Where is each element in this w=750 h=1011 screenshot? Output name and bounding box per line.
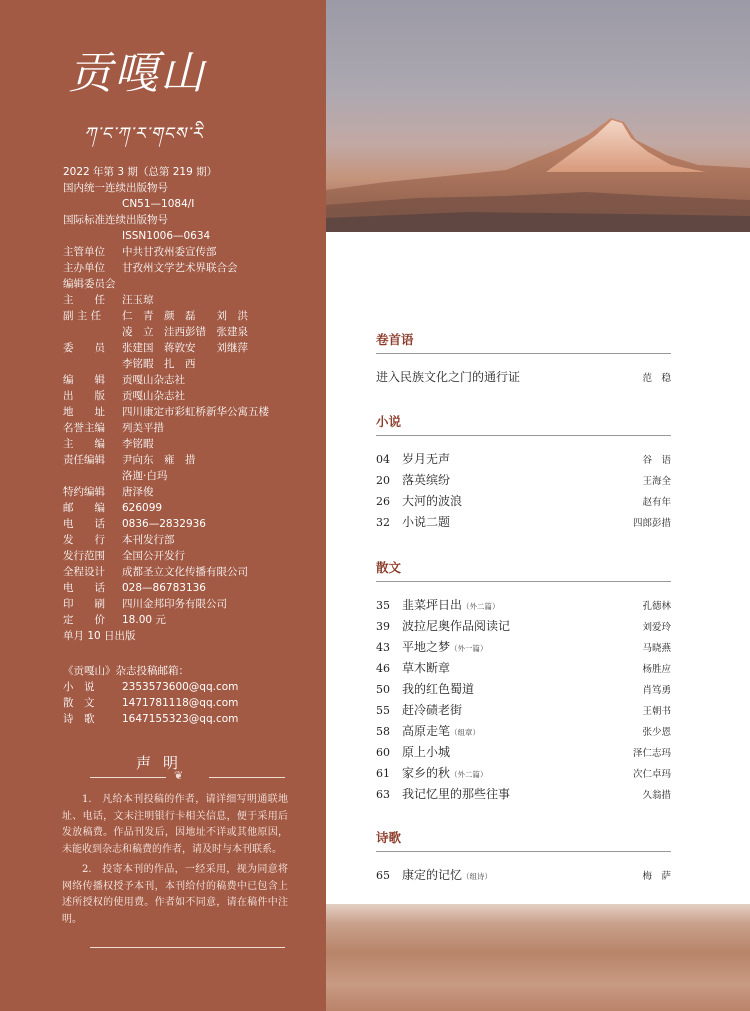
mountain-photo	[326, 0, 750, 232]
toc-entry-title: 赶冷碛老街	[402, 703, 463, 717]
toc-entry-page: 46	[376, 662, 390, 675]
imprint-row	[63, 308, 313, 324]
imprint-label: 发 行	[63, 534, 105, 546]
imprint-value: 贡嘎山杂志社	[122, 390, 185, 402]
imprint-row	[63, 436, 313, 452]
toc-entry-author: 范 稳	[642, 373, 671, 384]
toc-entry[interactable]	[376, 450, 671, 471]
imprint-row	[63, 404, 313, 420]
toc-entry-title: 康定的记忆	[402, 868, 463, 882]
imprint-row	[63, 580, 313, 596]
imprint-value: 唐泽俊	[122, 486, 154, 498]
toc-entry-title: 落英缤纷	[402, 473, 451, 487]
grassland-photo	[326, 904, 750, 1011]
imprint-value: 全国公开发行	[122, 550, 185, 562]
imprint-row	[63, 292, 313, 308]
imprint-row	[63, 564, 313, 580]
imprint-value: 四川康定市彩虹桥新华公寓五楼	[122, 406, 269, 418]
imprint-line: ISSN1006—0634	[122, 230, 211, 242]
imprint-label: 特约编辑	[63, 486, 105, 498]
imprint-line: 编辑委员会	[63, 278, 116, 290]
imprint-row	[63, 388, 313, 404]
declaration-paragraph: 1. 凡给本刊投稿的作者，请详细写明通联地址、电话，文末注明银行卡相关信息，便于采用后发放稿费。作品刊发后，因地址不详或其他原因，未能收到杂志和稿费的作者，请及时与本刊联系。	[62, 794, 288, 855]
imprint-row	[63, 484, 313, 500]
imprint-value: 中共甘孜州委宣传部	[122, 246, 217, 258]
toc-entry-author: 刘爱玲	[642, 622, 671, 633]
imprint-label: 主管单位	[63, 246, 105, 258]
toc-entry-title-wrap	[376, 368, 642, 385]
toc-entry[interactable]	[376, 866, 671, 887]
ornament-divider-bottom	[90, 942, 285, 954]
toc-entry-title: 草木断章	[402, 661, 451, 675]
toc-entry[interactable]	[376, 492, 671, 513]
toc-section-heading: 散文	[376, 560, 402, 575]
toc-section-heading: 卷首语	[376, 332, 414, 347]
toc-entry[interactable]	[376, 680, 671, 701]
imprint-row	[63, 500, 313, 516]
toc-entry-title: 岁月无声	[402, 452, 451, 466]
toc-entry-author: 梅 萨	[642, 871, 671, 882]
imprint-row	[63, 260, 313, 276]
toc-section-heading: 小说	[376, 414, 402, 429]
logo-title: 贡嘎山	[68, 48, 206, 99]
toc-entry[interactable]	[376, 743, 671, 764]
toc-entry-title-wrap	[402, 617, 642, 634]
toc-entry-title: 原上小城	[402, 745, 451, 759]
email-label: 散 文	[63, 697, 95, 709]
imprint-label: 名誉主编	[63, 422, 105, 434]
imprint-row	[63, 612, 313, 628]
imprint-label: 地 址	[63, 406, 105, 418]
mountain-illustration	[326, 0, 750, 232]
toc-entry-title-wrap	[402, 513, 633, 530]
toc-entry[interactable]	[376, 764, 671, 785]
imprint-value: 张建国 蒋敦安 刘继萍	[122, 342, 248, 354]
toc-entry-page: 26	[376, 495, 390, 508]
toc-entry-note: （外二篇）	[462, 602, 500, 611]
toc-entry[interactable]	[376, 368, 671, 389]
imprint-row	[63, 420, 313, 436]
ornament-icon: ❦	[174, 769, 184, 782]
toc-entry[interactable]	[376, 659, 671, 680]
toc-entry-title-wrap	[402, 701, 642, 718]
imprint-value: 本刊发行部	[122, 534, 175, 546]
toc-entry-title: 波拉尼奥作品阅读记	[402, 619, 511, 633]
submission-heading: 《贡嘎山》杂志投稿邮箱：	[63, 665, 189, 677]
toc-entry-title-wrap	[402, 866, 642, 883]
toc-entry-title: 高原走笔	[402, 724, 451, 738]
imprint-row	[63, 596, 313, 612]
imprint-label: 印 刷	[63, 598, 105, 610]
toc-entry-page: 60	[376, 746, 390, 759]
toc-entry-title-wrap	[402, 722, 642, 739]
imprint-row	[63, 532, 313, 548]
email-row-fiction	[63, 679, 313, 695]
toc-entry-author: 马晓燕	[642, 643, 671, 654]
toc-entry[interactable]	[376, 596, 671, 617]
toc-entry-title-wrap	[402, 785, 642, 802]
toc-entry-title-wrap	[402, 680, 642, 697]
toc-entry-author: 王海全	[642, 476, 671, 487]
declaration-title: 声明	[135, 754, 190, 772]
toc-entry-author: 张少恩	[642, 727, 671, 738]
toc-section-rule	[376, 851, 671, 852]
toc-entry-title: 家乡的秋	[402, 766, 451, 780]
imprint-label: 主办单位	[63, 262, 105, 274]
imprint-info	[63, 164, 313, 644]
toc-entry-title: 小说二题	[402, 515, 451, 529]
toc-section	[376, 828, 671, 887]
toc-entry[interactable]	[376, 701, 671, 722]
toc-entry-note: （外一篇）	[450, 644, 488, 653]
toc-section-heading: 诗歌	[376, 830, 402, 845]
toc-entry[interactable]	[376, 722, 671, 743]
toc-entry[interactable]	[376, 617, 671, 638]
toc-entry[interactable]	[376, 513, 671, 534]
declaration-body	[62, 792, 288, 932]
imprint-label: 出 版	[63, 390, 105, 402]
imprint-label: 全程设计	[63, 566, 105, 578]
toc-entry-author: 久翁措	[642, 790, 671, 801]
imprint-line: 国际标准连续出版物号	[63, 214, 168, 226]
toc-entry-note: （组诗）	[462, 872, 493, 881]
toc-entry-title-wrap	[402, 450, 642, 467]
toc-entry-page: 61	[376, 767, 390, 780]
imprint-line: 洛迦·白玛	[122, 470, 168, 482]
toc-entry-title-wrap	[402, 492, 642, 509]
imprint-row	[63, 452, 313, 468]
toc-entry-title-wrap	[402, 596, 642, 613]
toc-entry-title-wrap	[402, 638, 642, 655]
imprint-label: 电 话	[63, 582, 105, 594]
declaration-paragraph: 2. 投寄本刊的作品，一经采用，视为同意将网络传播权授予本刊，本刊给付的稿费中已包含上述所授权的使用费。作者如不同意，请在稿件中注明。	[62, 864, 288, 925]
imprint-line: CN51—1084/I	[122, 198, 195, 210]
toc-entry-title-wrap	[402, 471, 642, 488]
toc-entry-note: （组章）	[450, 728, 481, 737]
toc-section-rule	[376, 581, 671, 582]
imprint-label: 委 员	[63, 342, 105, 354]
imprint-row	[63, 372, 313, 388]
toc-section-rule	[376, 435, 671, 436]
imprint-row	[63, 340, 313, 356]
toc-entry-page: 20	[376, 474, 390, 487]
imprint-value: 列美平措	[122, 422, 164, 434]
imprint-label: 责任编辑	[63, 454, 105, 466]
imprint-row	[63, 244, 313, 260]
toc-entry-page: 55	[376, 704, 390, 717]
imprint-value: 18.00 元	[122, 614, 166, 626]
toc-entry-page: 58	[376, 725, 390, 738]
toc-entry-page: 04	[376, 453, 390, 466]
toc-entry-author: 泽仁志玛	[632, 748, 671, 759]
toc-entry-page: 35	[376, 599, 390, 612]
toc-entry-title-wrap	[402, 659, 642, 676]
imprint-line: 国内统一连续出版物号	[63, 182, 168, 194]
email-row-poetry	[63, 711, 313, 727]
imprint-label: 发行范围	[63, 550, 105, 562]
imprint-label: 编 辑	[63, 374, 105, 386]
imprint-label: 电 话	[63, 518, 105, 530]
toc-section	[376, 330, 671, 389]
email-row-prose	[63, 695, 313, 711]
imprint-line: 单月 10 日出版	[63, 630, 136, 642]
toc-entry-page: 65	[376, 869, 390, 882]
imprint-line: 李铭暇 扎 西	[122, 358, 196, 370]
magazine-logo	[68, 48, 228, 147]
imprint-value: 028—86783136	[122, 582, 206, 594]
ornament-divider-top	[90, 769, 285, 784]
imprint-value: 尹向东 雍 措	[122, 454, 196, 466]
imprint-line: 凌 立 洼西彭错 张建泉	[122, 326, 248, 338]
email-address[interactable]: 2353573600@qq.com	[122, 681, 239, 693]
toc-entry-page: 39	[376, 620, 390, 633]
toc-entry[interactable]	[376, 471, 671, 492]
imprint-value: 汪玉琼	[122, 294, 154, 306]
imprint-label: 主 任	[63, 294, 105, 306]
toc-section	[376, 412, 671, 534]
imprint-value: 甘孜州文学艺术界联合会	[122, 262, 238, 274]
toc-entry-author: 杨胜应	[642, 664, 671, 675]
toc-entry-note: （外二篇）	[450, 770, 488, 779]
masthead-panel	[0, 0, 326, 1011]
imprint-value: 626099	[122, 502, 163, 514]
imprint-value: 李铭暇	[122, 438, 154, 450]
toc-section	[376, 558, 671, 806]
toc-entry-page: 32	[376, 516, 390, 529]
toc-entry-page: 63	[376, 788, 390, 801]
imprint-label: 邮 编	[63, 502, 105, 514]
toc-entry-author: 肖笃勇	[642, 685, 671, 696]
imprint-line: 2022 年第 3 期（总第 219 期）	[63, 166, 218, 178]
email-label: 诗 歌	[63, 713, 95, 725]
toc-entry-title-wrap	[402, 743, 633, 760]
toc-section-rule	[376, 353, 671, 354]
imprint-value: 四川金邦印务有限公司	[122, 598, 227, 610]
toc-entry-title-wrap	[402, 764, 633, 781]
imprint-value: 仁 青 颜 磊 刘 洪	[122, 310, 248, 322]
toc-entry-author: 谷 语	[642, 455, 671, 466]
logo-tibetan-title: ཀ་ང་ཀ་ར་གངས་རི	[84, 124, 204, 144]
toc-entry[interactable]	[376, 638, 671, 659]
toc-entry-title: 我的红色蜀道	[402, 682, 475, 696]
imprint-row	[63, 548, 313, 564]
imprint-row	[63, 516, 313, 532]
toc-entry-author: 王朝书	[642, 706, 671, 717]
imprint-value: 贡嘎山杂志社	[122, 374, 185, 386]
toc-entry-page: 50	[376, 683, 390, 696]
toc-entry-title: 平地之梦	[402, 640, 451, 654]
imprint-label: 副 主 任	[63, 310, 102, 322]
email-address[interactable]: 1647155323@qq.com	[122, 713, 239, 725]
toc-entry-author: 四郎彭措	[632, 518, 671, 529]
imprint-label: 主 编	[63, 438, 105, 450]
email-label: 小 说	[63, 681, 95, 693]
imprint-label: 定 价	[63, 614, 105, 626]
toc-entry-title: 我记忆里的那些往事	[402, 787, 511, 801]
toc-entry-title: 韭菜坪日出	[402, 598, 463, 612]
toc-entry-page: 43	[376, 641, 390, 654]
toc-entry-author: 次仁卓玛	[632, 769, 671, 780]
toc-entry-author: 赵有年	[642, 497, 671, 508]
toc-entry-title: 大河的波浪	[402, 494, 463, 508]
email-address[interactable]: 1471781118@qq.com	[122, 697, 239, 709]
submission-emails	[63, 663, 313, 727]
toc-entry-author: 孔德林	[642, 601, 671, 612]
toc-entry[interactable]	[376, 785, 671, 806]
imprint-value: 0836—2832936	[122, 518, 206, 530]
toc-entry-title: 进入民族文化之门的通行证	[376, 370, 521, 384]
imprint-value: 成都圣立文化传播有限公司	[122, 566, 248, 578]
